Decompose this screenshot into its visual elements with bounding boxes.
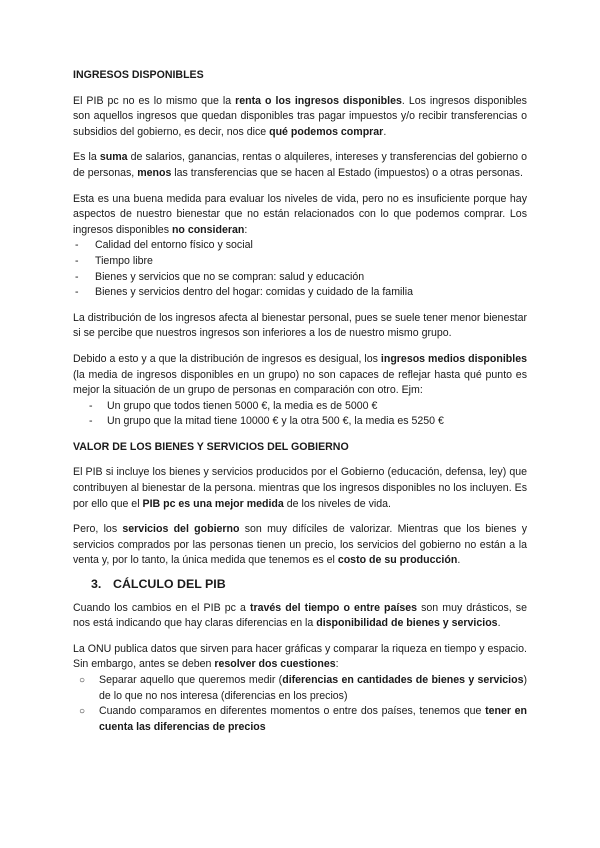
section-number: 3. [91, 577, 102, 592]
bold-text: qué podemos comprar [269, 125, 384, 138]
paragraph-servicios-gobierno [73, 522, 527, 569]
text-run: . [497, 617, 501, 630]
paragraph-suma-menos [73, 150, 527, 181]
bold-text: diferencias en cantidades de bienes y servicios [282, 674, 524, 686]
list-cuestiones [73, 673, 527, 735]
list-item [73, 673, 527, 704]
paragraph-ingresos-medios [73, 352, 527, 399]
dash-marker: - [75, 254, 79, 267]
text-run: . Los ingresos disponibles son aquellos ingresos que quedan disponibles tras pagar impuestos y/o recibir transferencias o subsidios del gobierno, es decir, nos dice [73, 94, 527, 138]
text-run: . [457, 554, 461, 567]
paragraph-distribucion [73, 311, 527, 342]
bold-text: costo de su producción [337, 554, 458, 567]
bold-text: ingresos medios disponibles [380, 352, 527, 365]
heading-valor-bienes-servicios: VALOR DE LOS BIENES Y SERVICIOS DEL GOBIERNO [73, 440, 349, 453]
bold-text: disponibilidad de bienes y servicios [316, 617, 498, 630]
text-run: Debido a esto y a que la distribución de ingresos es desigual, los [73, 352, 381, 365]
text-run: son muy drásticos, se nos está indicando que hay claras diferencias en la [73, 601, 527, 630]
paragraph-pib-vs-renta [73, 94, 527, 141]
bold-text: suma [99, 151, 128, 164]
list-item: - Un grupo que la mitad tiene 10000 € y la otra 500 €, la media es 5250 € [73, 414, 527, 430]
text-run: de los niveles de vida. [283, 497, 391, 510]
bold-text: PIB pc es una mejor medida [142, 497, 284, 510]
text-run: de salarios, ganancias, rentas o alquileres, intereses y transferencias del gobierno o de personas, [73, 151, 527, 179]
text-run: : [335, 658, 339, 671]
document-page [73, 68, 527, 735]
bold-text: renta o los ingresos disponibles [235, 94, 402, 107]
paragraph-medida-niveles-vida [73, 192, 527, 239]
list-ejemplos [73, 399, 527, 430]
dash-marker: - [75, 239, 79, 252]
text-run: las transferencias que se hacen al Estado (impuestos) o a otras personas. [171, 166, 523, 179]
text-run: La distribución de los ingresos afecta al bienestar personal, pues se suele tener menor bienestar si se percibe que nuestros ingresos son inferiores a los de nuestro mismo grupo. [73, 311, 527, 340]
text-run: El PIB pc no es lo mismo que la [73, 94, 236, 107]
section-title: CÁLCULO DEL PIB [113, 577, 226, 592]
text-run: El PIB si incluye los bienes y servicios producidos por el Gobierno (educación, defensa, ley) que contribuyen al bienestar de la persona. mientras que los ingresos disponibles no los incluyen. Es por ello que el [73, 466, 527, 510]
list-item: - Bienes y servicios que no se compran: salud y educación [73, 270, 527, 286]
text-run: son muy difíciles de valorizar. Mientras que los bienes y servicios comprados por las personas tienen un precio, los servicios del gobierno no están a la venta y, por lo tanto, la única medida que tenemos es el [73, 523, 527, 567]
circle-bullet-icon: ○ [79, 706, 86, 718]
text-run: Cuando los cambios en el PIB pc a [73, 601, 250, 614]
bold-text: servicios del gobierno [122, 523, 240, 536]
text-run: Es la [73, 151, 100, 164]
bold-text: no consideran [171, 223, 245, 236]
bold-text: resolver dos cuestiones [214, 658, 336, 671]
paragraph-onu-datos [73, 642, 527, 673]
dash-marker: - [75, 286, 79, 299]
circle-bullet-icon: ○ [79, 675, 86, 686]
list-item: - Calidad del entorno físico y social [73, 238, 527, 254]
heading-calculo-pib [73, 577, 527, 593]
heading-ingresos-disponibles: INGRESOS DISPONIBLES [73, 69, 204, 81]
text-run: Cuando comparamos en diferentes momentos o entre dos países, tenemos que [99, 705, 486, 718]
list-item [73, 704, 527, 735]
bold-text: tener en cuenta las diferencias de precios [99, 705, 528, 733]
list-item: - Un grupo que todos tienen 5000 €, la media es de 5000 € [73, 399, 527, 415]
text-run: La ONU publica datos que sirven para hacer gráficas y comparar la riqueza en tiempo y espacio. Sin embargo, antes se deben [73, 642, 528, 671]
bold-text: través del tiempo o entre países [249, 601, 418, 614]
paragraph-cambios-pib [73, 601, 527, 632]
dash-marker: - [75, 270, 79, 283]
list-item: - Tiempo libre [73, 254, 527, 270]
text-run: (la media de ingresos disponibles en un grupo) no son capaces de reflejar hasta qué punto es mejor la situación de un grupo de personas en comparación con otro. Ejm: [73, 368, 527, 397]
paragraph-pib-incluye-gobierno [73, 465, 527, 512]
text-run: Pero, los [73, 523, 123, 536]
dash-marker: - [89, 415, 93, 428]
list-no-consideran [73, 238, 527, 300]
dash-marker: - [89, 399, 93, 412]
list-item: - Bienes y servicios dentro del hogar: comidas y cuidado de la familia [73, 285, 527, 301]
text-run: : [244, 223, 248, 236]
text-run: . [383, 125, 387, 138]
bold-text: menos [137, 166, 172, 179]
text-run: Separar aquello que queremos medir ( [99, 674, 283, 686]
text-run: Esta es una buena medida para evaluar los niveles de vida, pero no es insuficiente porque hay aspectos de nuestro bienestar que no están relacionados con lo que podemos comprar. Los ingresos disponibles [73, 192, 527, 236]
text-run: ) de lo que no nos interesa (diferencias en los precios) [99, 674, 528, 702]
